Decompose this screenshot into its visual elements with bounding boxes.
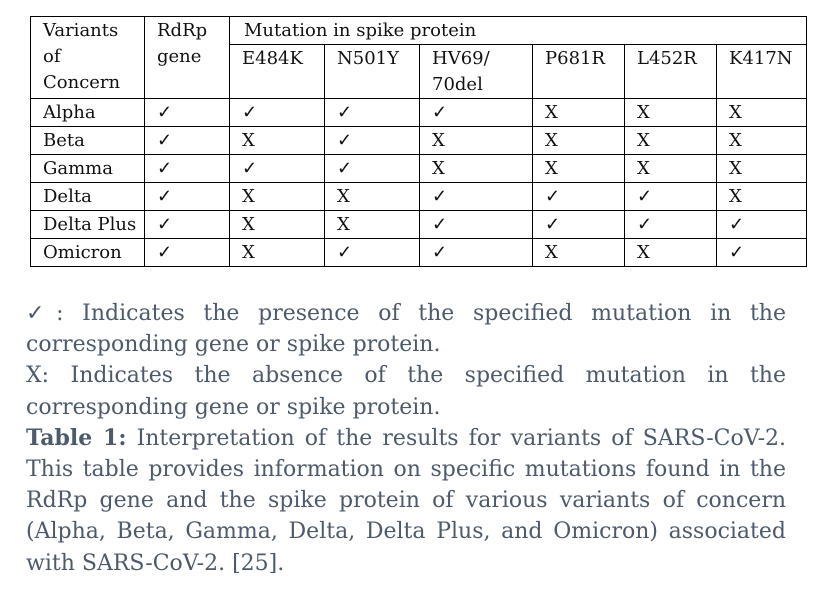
table-cell: ✓ [533,183,625,211]
table-header-row [31,17,807,45]
table-cell: X [625,155,717,183]
mutation-header-p681r: P681R [533,45,625,99]
table-description-text: Interpretation of the results for variants of SARS-CoV-2. This table provides information on specific mutations found in the RdRp gene and the spike protein of various variants of concern (Alpha, Beta, Gamma, Delta, Delta Plus, and Omicron) associated with SARS-CoV-2. [25]. [26,425,786,576]
table-cell: X [533,127,625,155]
table-caption [26,298,786,579]
table-row [31,99,807,127]
table-cell: X [230,127,325,155]
table-cell: ✓ [420,211,533,239]
table-cell: ✓ [145,183,230,211]
table-cell: X [230,211,325,239]
table-row [31,127,807,155]
table-cell: ✓ [145,99,230,127]
mutation-header-n501y: N501Y [325,45,420,99]
table-cell: X [230,239,325,267]
table-cell: X [533,155,625,183]
table-cell: X [625,239,717,267]
mutation-header-l452r: L452R [625,45,717,99]
variants-table [30,16,807,267]
table-cell: ✓ [625,211,717,239]
table-cell: X [717,155,807,183]
table-cell: X [717,127,807,155]
table-row [31,155,807,183]
table-row [31,183,807,211]
variant-name: Beta [31,127,145,155]
table-cell: X [717,183,807,211]
table-cell: X [230,183,325,211]
table-cell: ✓ [145,127,230,155]
table-cell: ✓ [145,239,230,267]
table-cell: X [420,127,533,155]
mutation-header-k417n: K417N [717,45,807,99]
table-cell: ✓ [717,239,807,267]
table-cell: ✓ [533,211,625,239]
table-label: Table 1: [26,424,127,451]
variant-name: Alpha [31,99,145,127]
variant-name: Gamma [31,155,145,183]
legend-absent: X: Indicates the absence of the specified mutation in the corresponding gene or spike protein. [26,363,786,420]
legend-present: ✓: Indicates the presence of the specified mutation in the corresponding gene or spike protein. [26,301,786,358]
table-cell: X [717,99,807,127]
table-cell: ✓ [230,99,325,127]
rdrp-header: RdRp gene [145,17,230,99]
table-cell: X [625,99,717,127]
table-cell: ✓ [420,99,533,127]
mutation-header-e484k: E484K [230,45,325,99]
table-cell: ✓ [230,155,325,183]
table-cell: ✓ [145,211,230,239]
variants-header: Variants of Concern [31,17,145,99]
table-cell: ✓ [145,155,230,183]
table-cell: ✓ [717,211,807,239]
mutation-header-hv69-70del: HV69/ 70del [420,45,533,99]
table-cell: ✓ [325,99,420,127]
table-cell: ✓ [325,155,420,183]
table-cell: X [325,211,420,239]
variant-name: Delta Plus [31,211,145,239]
table-cell: ✓ [625,183,717,211]
table-cell: ✓ [420,183,533,211]
table-cell: X [420,155,533,183]
table-row [31,211,807,239]
table-row [31,239,807,267]
table-cell: X [533,99,625,127]
table-cell: ✓ [325,239,420,267]
spike-mutation-header: Mutation in spike protein [230,17,807,45]
variant-name: Delta [31,183,145,211]
table-cell: X [625,127,717,155]
table-cell: X [325,183,420,211]
table-cell: ✓ [325,127,420,155]
table-description [26,423,786,579]
table-cell: X [533,239,625,267]
table-cell: ✓ [420,239,533,267]
variant-name: Omicron [31,239,145,267]
